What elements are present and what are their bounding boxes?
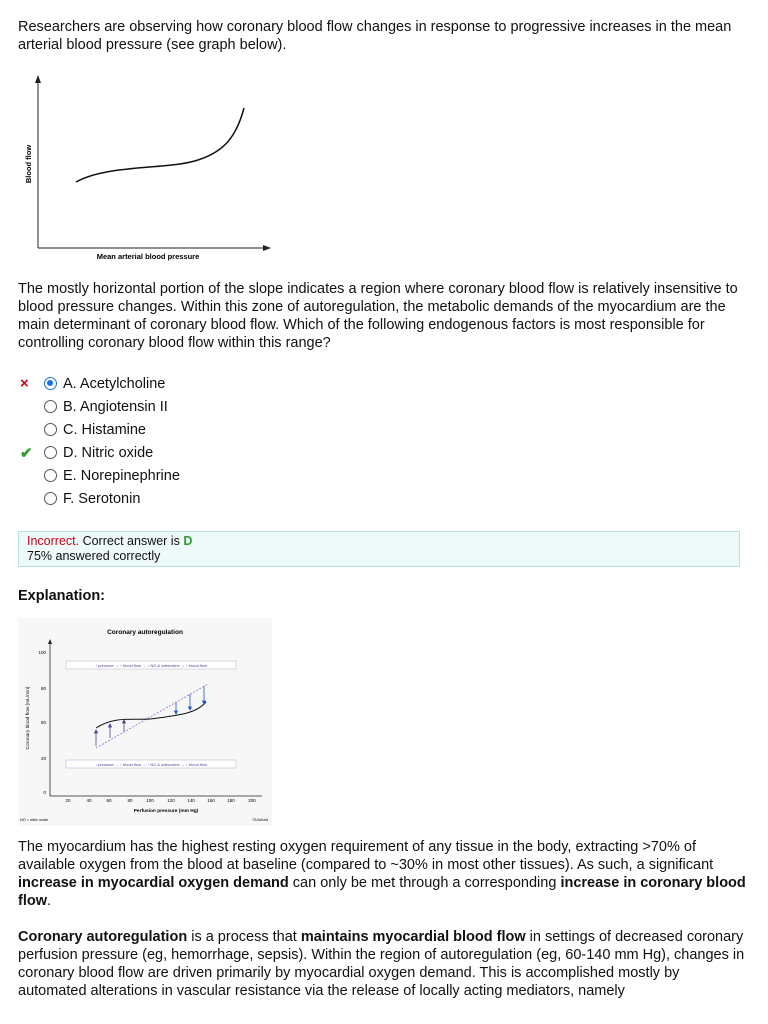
radio-button[interactable] (44, 423, 57, 436)
radio-button[interactable] (44, 400, 57, 413)
xtick: 200 (248, 798, 256, 803)
explanation-paragraph-1 (18, 838, 750, 910)
figure-footnote: NO = nitric oxide (20, 818, 49, 822)
graph-ylabel: Blood flow (24, 144, 33, 184)
xtick: 180 (227, 798, 235, 803)
figure-credit: ©UWorld (252, 818, 268, 822)
correct-check-icon: ✔ (20, 444, 33, 462)
figure-xlabel: Perfusion pressure (mm Hg) (133, 809, 199, 814)
note-bottom: ↓ pressure → ↓ blood flow → ↑ NO & adenosine → ↑ blood flow (94, 762, 208, 767)
passive-line (96, 684, 208, 748)
option-label: C. Histamine (63, 421, 146, 438)
fig-y-axis-arrow (48, 639, 52, 644)
autoregulation-figure (18, 618, 272, 826)
figure-title: Coronary autoregulation (107, 629, 183, 636)
option-label: F. Serotonin (63, 490, 141, 507)
radio-button[interactable] (44, 492, 57, 505)
bold-run: increase in coronary blood flow (18, 875, 746, 909)
xtick: 160 (207, 798, 215, 803)
option-e[interactable] (18, 464, 418, 487)
text-run: in settings of decreased coronary perfusion pressure (eg, hemorrhage, sepsis). Within the region of autoregulation (eg, 60-140 mm Hg), changes in coronary blood flow are driven primarily by myocardial oxygen demand. This is accomplished mostly by automated alterations in vascular resistance via the release of locally acting mediators, namely (18, 929, 745, 999)
note-top: ↑ pressure → ↑ blood flow → ↓ NO & adenosine → ↓ blood flow (94, 663, 208, 668)
explanation-heading: Explanation: (18, 588, 106, 604)
option-label: E. Norepinephrine (63, 467, 180, 484)
radio-button[interactable] (44, 377, 57, 390)
percent-correct: 75% answered correctly (27, 549, 161, 563)
option-label: A. Acetylcholine (63, 375, 166, 392)
bold-run: increase in myocardial oxygen demand (18, 875, 289, 891)
correct-letter: D (183, 534, 193, 548)
option-label: D. Nitric oxide (63, 444, 154, 461)
y-axis-arrow (35, 75, 41, 83)
explanation-paragraph-2 (18, 928, 750, 1000)
flow-curve (76, 108, 244, 182)
x-axis-arrow (263, 245, 271, 251)
ytick: 80 (40, 686, 46, 691)
xtick: 100 (146, 798, 154, 803)
bold-run: Coronary autoregulation (18, 929, 188, 945)
question-stem: The mostly horizontal portion of the slope indicates a region where coronary blood flow is relatively insensitive to blood pressure changes. Within this zone of autoregulation, the metabolic demands of the myocardium are the main determinant of coronary blood flow. Which of the following endogenous factors is most responsible for controlling coronary blood flow within this range? (18, 281, 738, 351)
option-label: B. Angiotensin II (63, 398, 168, 415)
ytick: 20 (40, 756, 46, 761)
xtick: 20 (65, 798, 71, 803)
graph-xlabel: Mean arterial blood pressure (96, 252, 200, 261)
text-run: . (47, 893, 52, 909)
ytick: 100 (38, 650, 46, 655)
option-b[interactable] (18, 395, 418, 418)
option-f[interactable] (18, 487, 418, 510)
radio-button[interactable] (44, 469, 57, 482)
incorrect-icon: × (20, 375, 29, 392)
autoregulation-curve (96, 702, 206, 728)
question-graph (18, 72, 278, 268)
ytick: 0 (43, 790, 46, 795)
text-run: can only be met through a corresponding (288, 875, 561, 891)
correct-prefix: Correct answer is (79, 534, 184, 548)
xtick: 140 (187, 798, 195, 803)
question-intro: Researchers are observing how coronary blood flow changes in response to progressive increases in the mean arterial blood pressure (see graph below). (18, 19, 732, 53)
option-c[interactable] (18, 418, 418, 441)
xtick: 60 (106, 798, 112, 803)
xtick: 80 (127, 798, 133, 803)
text-run: The myocardium has the highest resting oxygen requirement of any tissue in the body, extracting >70% of available oxygen from the blood at baseline (compared to ~30% in most other tissues). As such, a significant (18, 839, 714, 873)
xtick: 120 (167, 798, 175, 803)
option-a[interactable] (18, 372, 418, 395)
text-run: is a process that (187, 929, 301, 945)
option-d[interactable] (18, 441, 418, 464)
bold-run: maintains myocardial blood flow (300, 929, 526, 945)
figure-ylabel: Coronary blood flow (mL/min) (26, 686, 31, 750)
result-status: Incorrect. (27, 534, 80, 548)
result-box (18, 531, 740, 567)
radio-button[interactable] (44, 446, 57, 459)
answer-options (18, 372, 418, 510)
xtick: 40 (86, 798, 92, 803)
ytick: 60 (40, 720, 46, 725)
